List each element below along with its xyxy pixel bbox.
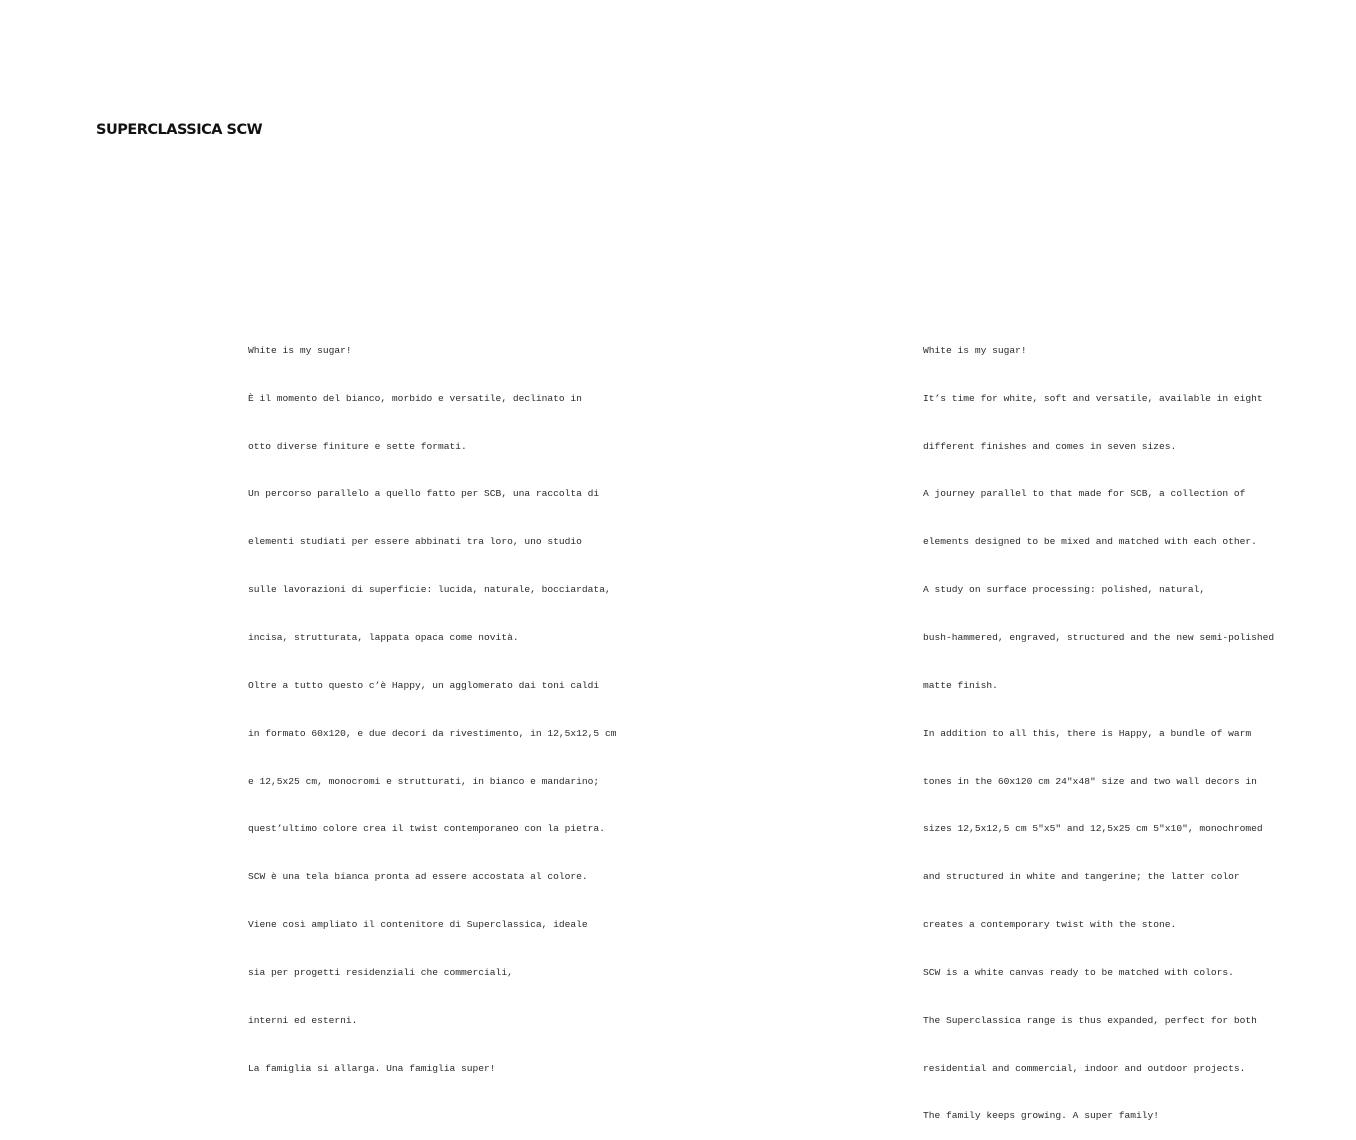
text-line: matte finish.	[923, 679, 998, 691]
text-line: e 12,5x25 cm, monocromi e strutturati, in bianco e mandarino;	[248, 775, 600, 787]
text-line: sulle lavorazioni di superficie: lucida, naturale, bocciardata,	[248, 584, 611, 596]
text-line: La famiglia si allarga. Una famiglia super!	[248, 1062, 496, 1074]
text-line: SCW è una tela bianca pronta ad essere accostata al colore.	[248, 871, 588, 883]
text-line: È il momento del bianco, morbido e versatile, declinato in	[248, 392, 582, 404]
text-line: quest’ultimo colore crea il twist contemporaneo con la pietra.	[248, 823, 605, 835]
english-text-column	[923, 311, 1274, 1140]
text-line: Viene così ampliato il contenitore di Superclassica, ideale	[248, 919, 588, 931]
text-line: otto diverse finiture e sette formati.	[248, 440, 467, 452]
text-line: SCW is a white canvas ready to be matched with colors.	[923, 966, 1234, 978]
text-line: in formato 60x120, e due decori da rivestimento, in 12,5x12,5 cm	[248, 727, 617, 739]
text-line: tones in the 60x120 cm 24"x48" size and two wall decors in	[923, 775, 1257, 787]
text-line: A study on surface processing: polished, natural,	[923, 584, 1206, 596]
text-line: In addition to all this, there is Happy, a bundle of warm	[923, 727, 1252, 739]
text-line: The Superclassica range is thus expanded, perfect for both	[923, 1014, 1257, 1026]
page-title: SUPERCLASSICA SCW	[96, 122, 263, 138]
text-line: White is my sugar!	[923, 344, 1027, 356]
text-line: different finishes and comes in seven sizes.	[923, 440, 1177, 452]
italian-text-column	[248, 311, 616, 1092]
text-line: A journey parallel to that made for SCB, a collection of	[923, 488, 1246, 500]
text-line: The family keeps growing. A super family!	[923, 1110, 1160, 1122]
text-line: sia per progetti residenziali che commerciali,	[248, 966, 513, 978]
text-line: elements designed to be mixed and matched with each other.	[923, 536, 1257, 548]
text-line: Oltre a tutto questo c’è Happy, un agglomerato dai toni caldi	[248, 679, 600, 691]
text-line: residential and commercial, indoor and outdoor projects.	[923, 1062, 1246, 1074]
text-line: White is my sugar!	[248, 344, 352, 356]
text-line: interni ed esterni.	[248, 1014, 358, 1026]
text-line: incisa, strutturata, lappata opaca come novità.	[248, 631, 519, 643]
text-line: creates a contemporary twist with the stone.	[923, 919, 1177, 931]
text-line: sizes 12,5x12,5 cm 5"x5" and 12,5x25 cm 5"x10", monochromed	[923, 823, 1263, 835]
text-line: It’s time for white, soft and versatile, available in eight	[923, 392, 1263, 404]
text-line: bush-hammered, engraved, structured and the new semi-polished	[923, 631, 1275, 643]
text-line: elementi studiati per essere abbinati tra loro, uno studio	[248, 536, 582, 548]
text-line: Un percorso parallelo a quello fatto per SCB, una raccolta di	[248, 488, 600, 500]
text-line: and structured in white and tangerine; the latter color	[923, 871, 1240, 883]
